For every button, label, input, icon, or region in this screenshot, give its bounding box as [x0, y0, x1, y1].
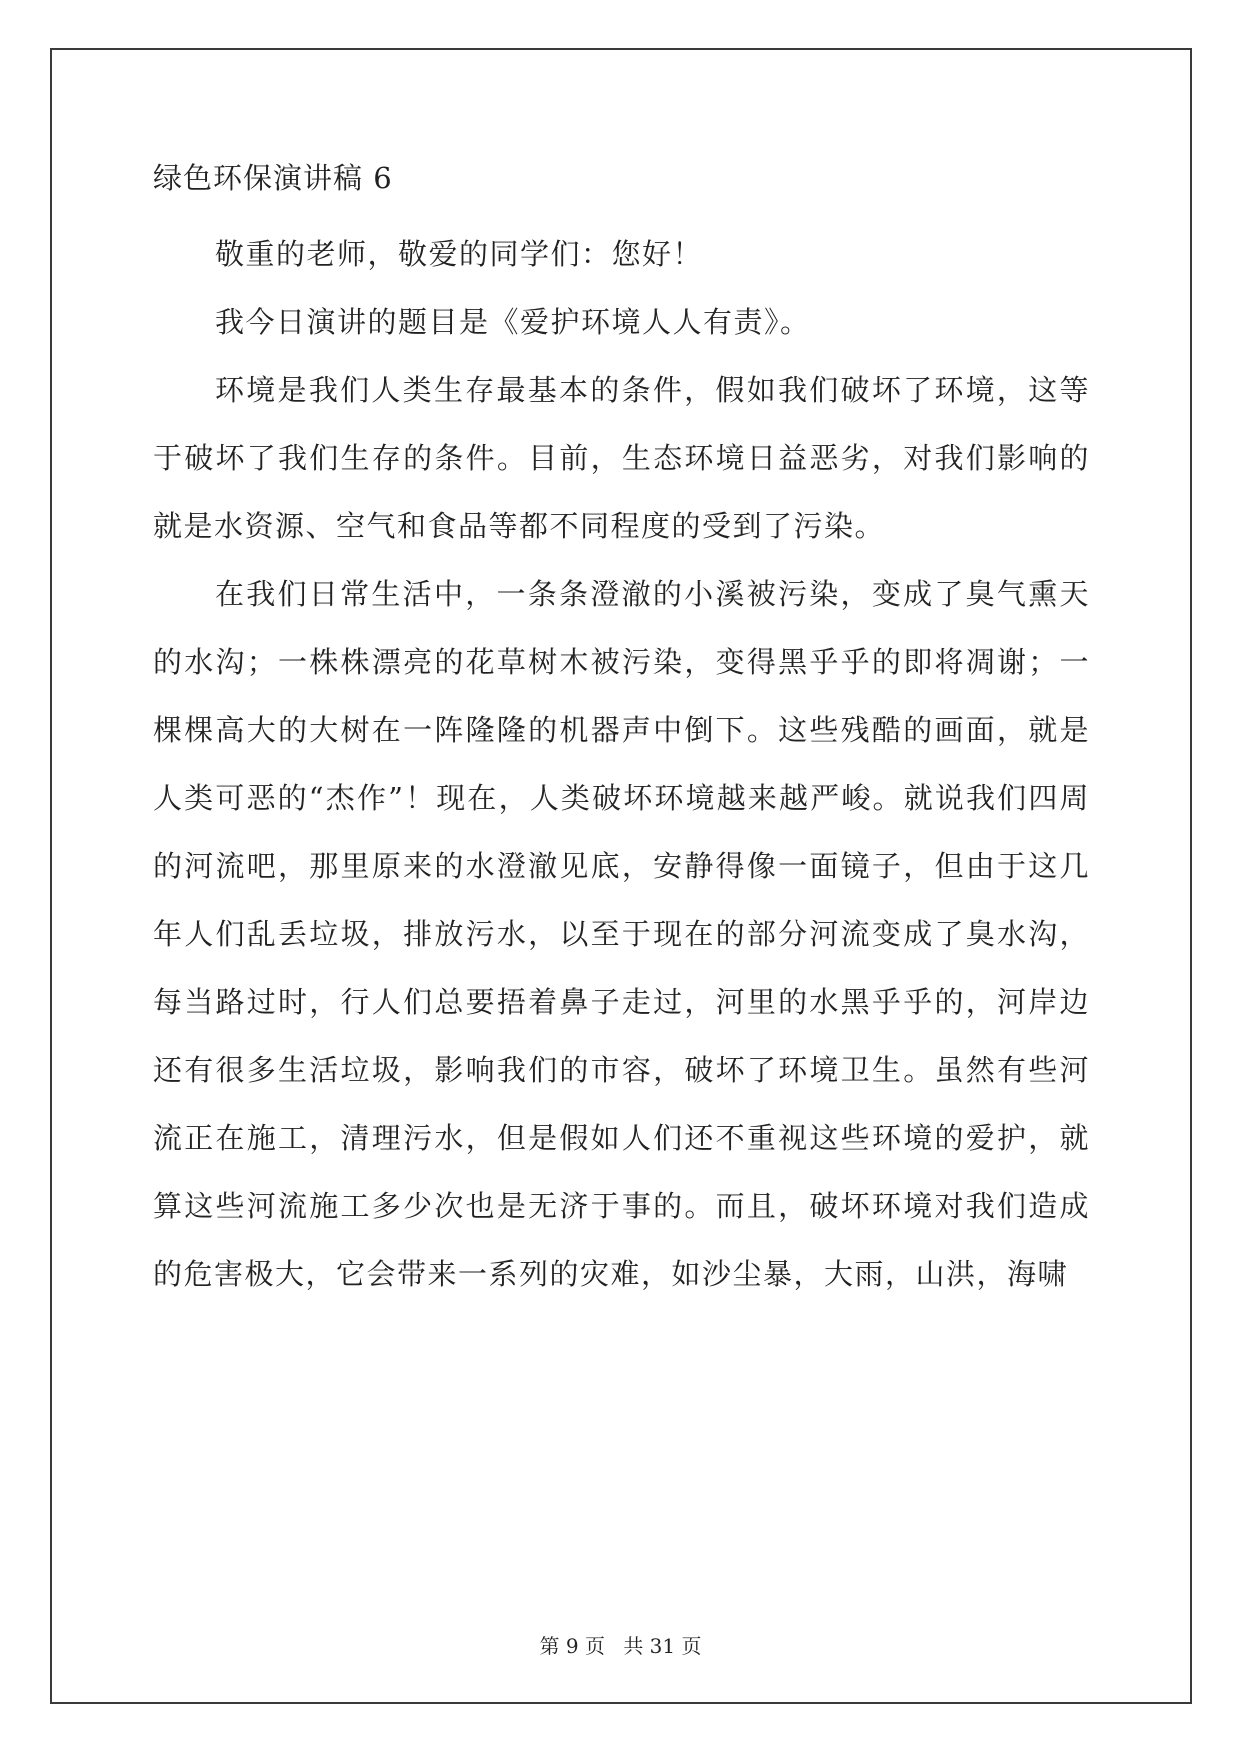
document-body: [153, 160, 1090, 1308]
page-total: 共 31 页: [623, 1634, 702, 1658]
page-footer: [0, 1630, 1241, 1659]
paragraph-daily-life: 在我们日常生活中，一条条澄澈的小溪被污染，变成了臭气熏天的水沟；一株株漂亮的花草树木被污染，变得黑乎乎的即将凋谢；一棵棵高大的大树在一阵隆隆的机器声中倒下。这些残酷的画面，就是人类可恶的“杰作”！现在，人类破坏环境越来越严峻。就说我们四周的河流吧，那里原来的水澄澈见底，安静得像一面镜子，但由于这几年人们乱丢垃圾，排放污水，以至于现在的部分河流变成了臭水沟，每当路过时，行人们总要捂着鼻子走过，河里的水黑乎乎的，河岸边还有很多生活垃圾，影响我们的市容，破坏了环境卫生。虽然有些河流正在施工，清理污水，但是假如人们还不重视这些环境的爱护，就算这些河流施工多少次也是无济于事的。而且，破坏环境对我们造成的危害极大，它会带来一系列的灾难，如沙尘暴，大雨，山洪，海啸: [153, 577, 1090, 1291]
page-number: 第 9 页: [539, 1634, 605, 1658]
paragraph-topic: 我今日演讲的题目是《爱护环境人人有责》。: [215, 305, 811, 339]
paragraph-greeting: 敬重的老师，敬爱的同学们：您好！: [215, 237, 704, 271]
paragraph-environment: 环境是我们人类生存最基本的条件，假如我们破坏了环境，这等于破坏了我们生存的条件。目前，生态环境日益恶劣，对我们影响的就是水资源、空气和食品等都不同程度的受到了污染。: [153, 373, 1090, 543]
document-title: 绿色环保演讲稿 6: [153, 161, 393, 195]
